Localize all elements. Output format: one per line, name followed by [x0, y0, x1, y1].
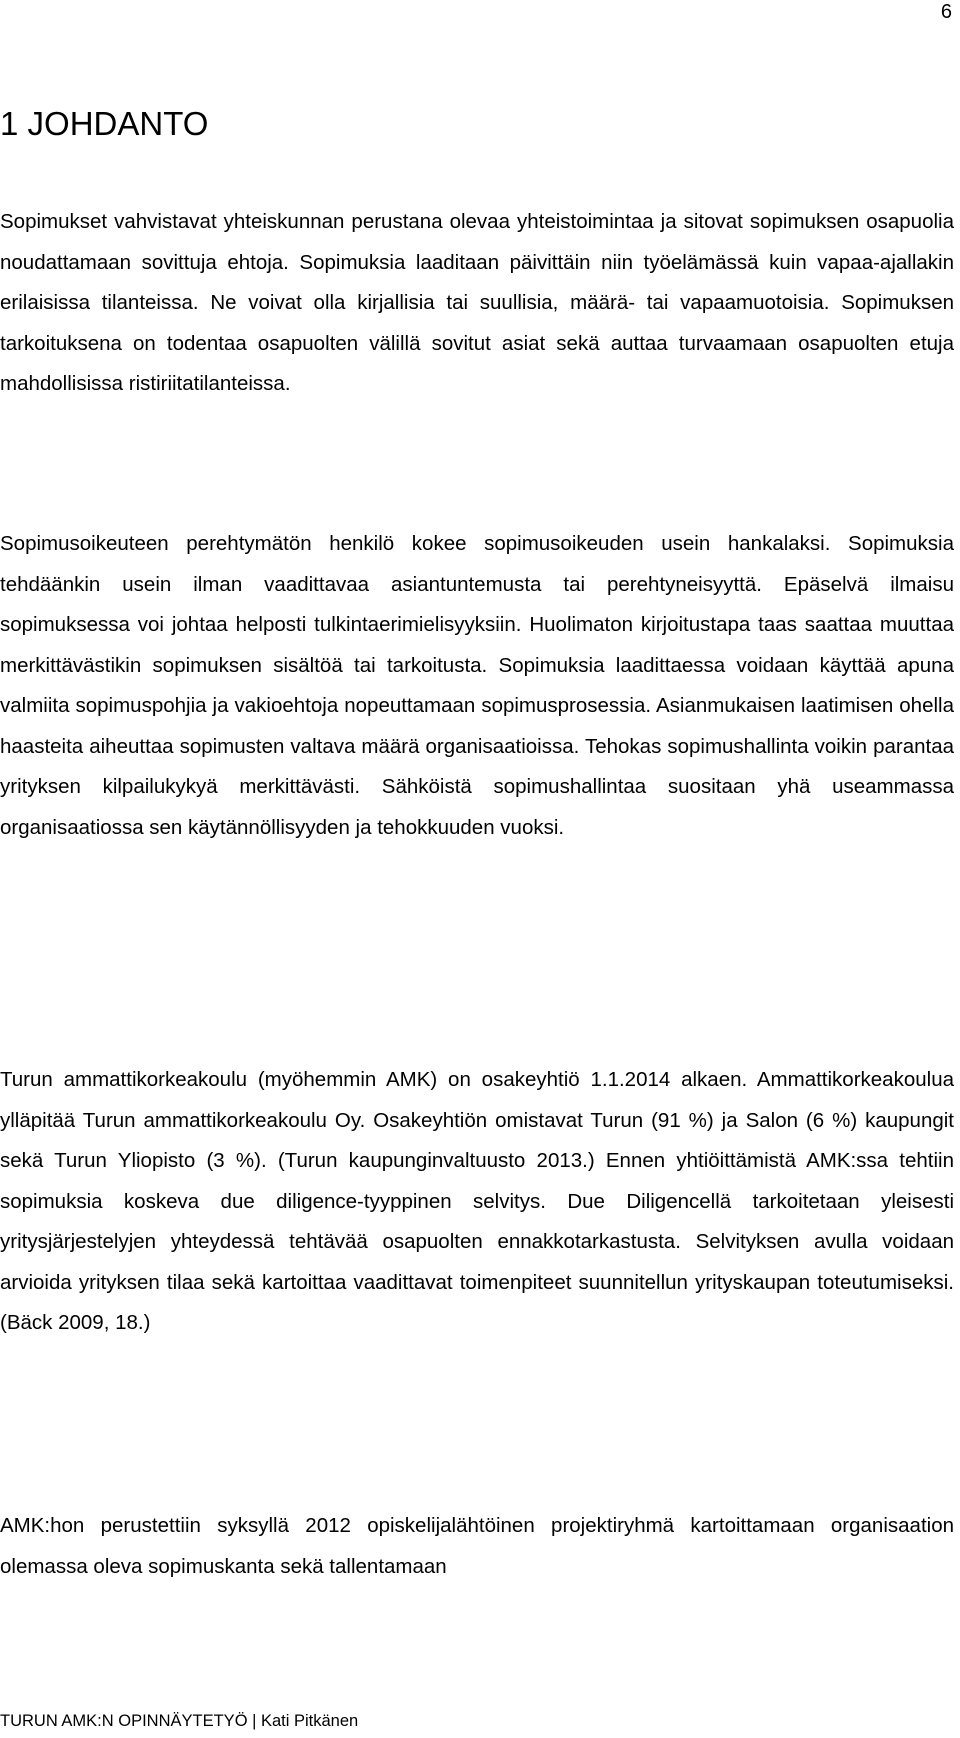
- paragraph: Turun ammattikorkeakoulu (myöhemmin AMK) on osakeyhtiö 1.1.2014 alkaen. Ammattikorkeakoulua ylläpitää Turun ammattikorkeakoulu Oy. Osakeyhtiön omistavat Turun (91 %) ja Salon (6 %) kaupungit sekä Turun Yliopisto (3 %). (Turun kaupunginvaltuusto 2013.) Ennen yhtiöittämistä AMK:ssa tehtiin sopimuksia koskeva due diligence-tyyppinen selvitys. Due Diligencellä tarkoitetaan yleisesti yritysjärjestelyjen yhteydessä tehtävää osapuolten ennakkotarkastusta. Selvityksen avulla voidaan arvioida yrityksen tilaa sekä kartoittaa vaadittavat toimenpiteet suunnitellun yrityskaupan toteutumiseksi. (Bäck 2009, 18.): [0, 1068, 954, 1334]
- chapter-heading: 1 JOHDANTO: [0, 105, 209, 142]
- paragraph: Sopimukset vahvistavat yhteiskunnan perustana olevaa yhteistoimintaa ja sitovat sopimuksen osapuolia noudattamaan sovittuja ehtoja. Sopimuksia laaditaan päivittäin niin työelämässä kuin vapaa-ajallakin erilaisissa tilanteissa. Ne voivat olla kirjallisia tai suullisia, määrä- tai vapaamuotoisia. Sopimuksen tarkoituksena on todentaa osapuolten välillä sovitut asiat sekä auttaa turvaamaan osapuolten etuja mahdollisissa ristiriitatilanteissa.: [0, 210, 954, 395]
- paragraph: AMK:hon perustettiin syksyllä 2012 opiskelijalähtöinen projektiryhmä kartoittamaan organisaation olemassa oleva sopimuskanta sekä tallentamaan: [0, 1514, 954, 1578]
- page-number: 6: [940, 1, 952, 23]
- page-footer: TURUN AMK:N OPINNÄYTETYÖ | Kati Pitkänen: [0, 1712, 359, 1730]
- paragraph: Sopimusoikeuteen perehtymätön henkilö kokee sopimusoikeuden usein hankalaksi. Sopimuksia tehdäänkin usein ilman vaadittavaa asiantuntemusta tai perehtyneisyyttä. Epäselvä ilmaisu sopimuksessa voi johtaa helposti tulkintaerimielisyyksiin. Huolimaton kirjoitustapa taas saattaa muuttaa merkittävästikin sopimuksen sisältöä tai tarkoitusta. Sopimuksia laadittaessa voidaan käyttää apuna valmiita sopimuspohjia ja vakioehtoja nopeuttamaan sopimusprosessia. Asianmukaisen laatimisen ohella haasteita aiheuttaa sopimusten valtava määrä organisaatioissa. Tehokas sopimushallinta voikin parantaa yrityksen kilpailukykyä merkittävästi. Sähköistä sopimushallintaa suositaan yhä useammassa organisaatiossa sen käytännöllisyyden ja tehokkuuden vuoksi.: [0, 532, 954, 839]
